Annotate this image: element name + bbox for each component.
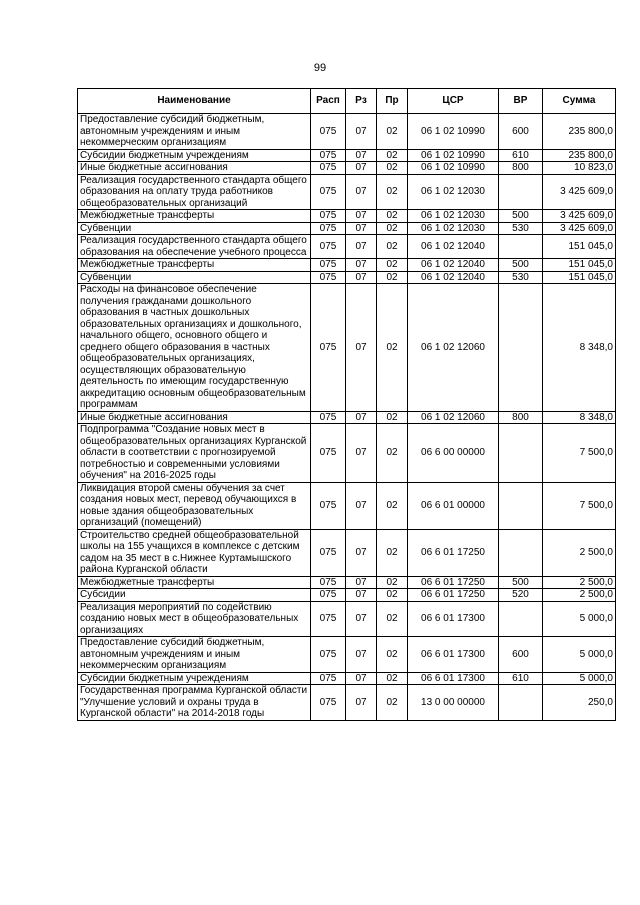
cell-csr: 06 6 01 17300 (408, 672, 499, 685)
cell-csr: 06 1 02 12060 (408, 284, 499, 412)
cell-pr: 02 (377, 685, 408, 721)
header-pr: Пр (377, 89, 408, 114)
cell-name: Субсидии бюджетным учреждениям (78, 672, 311, 685)
cell-name: Субсидии (78, 589, 311, 602)
cell-rz: 07 (346, 529, 377, 576)
cell-rasp: 075 (311, 576, 346, 589)
cell-rasp: 075 (311, 222, 346, 235)
page-number: 99 (313, 62, 327, 74)
cell-pr: 02 (377, 259, 408, 272)
cell-vr: 610 (499, 672, 543, 685)
cell-rz: 07 (346, 114, 377, 150)
cell-name: Реализация государственного стандарта общего образования на обеспечение учебного процесса (78, 235, 311, 259)
cell-vr: 500 (499, 210, 543, 223)
cell-rasp: 075 (311, 685, 346, 721)
cell-csr: 06 1 02 12040 (408, 235, 499, 259)
cell-name: Реализация государственного стандарта общего образования на оплату труда работников общеобразовательных организаций (78, 174, 311, 210)
cell-rz: 07 (346, 672, 377, 685)
cell-sum: 5 000,0 (543, 672, 616, 685)
table-row (78, 222, 616, 235)
cell-name: Субсидии бюджетным учреждениям (78, 149, 311, 162)
cell-pr: 02 (377, 589, 408, 602)
cell-name: Субвенции (78, 222, 311, 235)
cell-rasp: 075 (311, 589, 346, 602)
cell-pr: 02 (377, 411, 408, 424)
header-rasp: Расп (311, 89, 346, 114)
cell-rz: 07 (346, 411, 377, 424)
cell-name: Строительство средней общеобразовательной школы на 155 учащихся в комплексе с детским садом на 35 мест в с.Нижнее Куртамышского района Курганской области (78, 529, 311, 576)
cell-rasp: 075 (311, 672, 346, 685)
table-row (78, 482, 616, 529)
cell-rz: 07 (346, 589, 377, 602)
cell-sum: 5 000,0 (543, 601, 616, 637)
cell-sum: 151 045,0 (543, 271, 616, 284)
cell-rz: 07 (346, 685, 377, 721)
cell-name: Расходы на финансовое обеспечение получения гражданами дошкольного образования в частных дошкольных образовательных организациях и дошкольного, начального общего, основного общего и среднего общего образования в частных общеобразовательных организациях, осуществляющих образовательную деятельность по имеющим государственную аккредитацию основным общеобразовательным программам (78, 284, 311, 412)
cell-sum: 151 045,0 (543, 235, 616, 259)
cell-vr (499, 235, 543, 259)
cell-csr: 06 6 01 17250 (408, 589, 499, 602)
cell-sum: 250,0 (543, 685, 616, 721)
cell-pr: 02 (377, 222, 408, 235)
cell-rasp: 075 (311, 162, 346, 175)
cell-vr (499, 174, 543, 210)
cell-name: Межбюджетные трансферты (78, 210, 311, 223)
cell-rz: 07 (346, 259, 377, 272)
cell-pr: 02 (377, 114, 408, 150)
cell-vr (499, 284, 543, 412)
table-header-row (78, 89, 616, 114)
cell-rasp: 075 (311, 271, 346, 284)
cell-csr: 06 6 01 17250 (408, 576, 499, 589)
table-row (78, 114, 616, 150)
cell-sum: 235 800,0 (543, 114, 616, 150)
cell-pr: 02 (377, 601, 408, 637)
cell-vr (499, 685, 543, 721)
cell-rz: 07 (346, 235, 377, 259)
cell-sum: 3 425 609,0 (543, 222, 616, 235)
cell-pr: 02 (377, 162, 408, 175)
cell-csr: 06 6 00 00000 (408, 424, 499, 483)
cell-rasp: 075 (311, 424, 346, 483)
cell-csr: 13 0 00 00000 (408, 685, 499, 721)
header-name: Наименование (78, 89, 311, 114)
cell-csr: 06 1 02 10990 (408, 114, 499, 150)
cell-vr (499, 424, 543, 483)
cell-rasp: 075 (311, 259, 346, 272)
cell-sum: 151 045,0 (543, 259, 616, 272)
cell-csr: 06 6 01 17300 (408, 637, 499, 673)
cell-sum: 3 425 609,0 (543, 174, 616, 210)
cell-csr: 06 1 02 12040 (408, 271, 499, 284)
cell-sum: 235 800,0 (543, 149, 616, 162)
cell-vr: 600 (499, 114, 543, 150)
cell-name: Подпрограмма "Создание новых мест в общеобразовательных организациях Курганской области в соответствии с прогнозируемой потребностью и современными условиями обучения" на 2016-2025 годы (78, 424, 311, 483)
cell-csr: 06 1 02 12040 (408, 259, 499, 272)
cell-csr: 06 1 02 12030 (408, 222, 499, 235)
cell-pr: 02 (377, 482, 408, 529)
cell-sum: 5 000,0 (543, 637, 616, 673)
cell-rasp: 075 (311, 637, 346, 673)
table-row (78, 235, 616, 259)
cell-rz: 07 (346, 284, 377, 412)
cell-rz: 07 (346, 222, 377, 235)
cell-sum: 10 823,0 (543, 162, 616, 175)
cell-pr: 02 (377, 284, 408, 412)
cell-rasp: 075 (311, 529, 346, 576)
cell-rz: 07 (346, 162, 377, 175)
cell-rz: 07 (346, 424, 377, 483)
cell-name: Межбюджетные трансферты (78, 259, 311, 272)
cell-vr (499, 529, 543, 576)
cell-name: Предоставление субсидий бюджетным, автономным учреждениям и иным некоммерческим организациям (78, 637, 311, 673)
cell-csr: 06 1 02 12030 (408, 210, 499, 223)
cell-vr: 520 (499, 589, 543, 602)
cell-name: Предоставление субсидий бюджетным, автономным учреждениям и иным некоммерческим организациям (78, 114, 311, 150)
cell-csr: 06 6 01 17250 (408, 529, 499, 576)
cell-rz: 07 (346, 149, 377, 162)
cell-rz: 07 (346, 601, 377, 637)
cell-csr: 06 1 02 10990 (408, 162, 499, 175)
header-sum: Сумма (543, 89, 616, 114)
cell-name: Субвенции (78, 271, 311, 284)
cell-rz: 07 (346, 576, 377, 589)
cell-csr: 06 1 02 12060 (408, 411, 499, 424)
cell-pr: 02 (377, 271, 408, 284)
cell-vr: 500 (499, 576, 543, 589)
cell-rasp: 075 (311, 174, 346, 210)
cell-rz: 07 (346, 210, 377, 223)
table-body (78, 114, 616, 721)
table-row (78, 210, 616, 223)
cell-rz: 07 (346, 271, 377, 284)
cell-rz: 07 (346, 482, 377, 529)
cell-sum: 2 500,0 (543, 589, 616, 602)
cell-rasp: 075 (311, 482, 346, 529)
table-row (78, 672, 616, 685)
cell-rasp: 075 (311, 411, 346, 424)
cell-vr (499, 601, 543, 637)
cell-name: Иные бюджетные ассигнования (78, 162, 311, 175)
cell-pr: 02 (377, 637, 408, 673)
cell-vr: 530 (499, 222, 543, 235)
cell-pr: 02 (377, 672, 408, 685)
cell-vr: 610 (499, 149, 543, 162)
cell-vr: 500 (499, 259, 543, 272)
cell-pr: 02 (377, 235, 408, 259)
table-row (78, 424, 616, 483)
table-row (78, 411, 616, 424)
cell-pr: 02 (377, 174, 408, 210)
cell-vr: 530 (499, 271, 543, 284)
cell-sum: 7 500,0 (543, 482, 616, 529)
cell-rasp: 075 (311, 601, 346, 637)
cell-rasp: 075 (311, 210, 346, 223)
cell-pr: 02 (377, 210, 408, 223)
table-row (78, 601, 616, 637)
cell-name: Государственная программа Курганской области "Улучшение условий и охраны труда в Курганской области" на 2014-2018 годы (78, 685, 311, 721)
cell-csr: 06 6 01 00000 (408, 482, 499, 529)
cell-rasp: 075 (311, 149, 346, 162)
cell-rasp: 075 (311, 284, 346, 412)
cell-name: Реализация мероприятий по содействию созданию новых мест в общеобразовательных организациях (78, 601, 311, 637)
cell-pr: 02 (377, 149, 408, 162)
table-row (78, 529, 616, 576)
budget-table (77, 88, 616, 721)
cell-rz: 07 (346, 174, 377, 210)
cell-vr: 600 (499, 637, 543, 673)
cell-name: Межбюджетные трансферты (78, 576, 311, 589)
table-row (78, 162, 616, 175)
cell-pr: 02 (377, 424, 408, 483)
header-rz: Рз (346, 89, 377, 114)
cell-csr: 06 6 01 17300 (408, 601, 499, 637)
table-row (78, 589, 616, 602)
table-row (78, 149, 616, 162)
cell-pr: 02 (377, 576, 408, 589)
cell-rz: 07 (346, 637, 377, 673)
table-row (78, 637, 616, 673)
cell-rasp: 075 (311, 114, 346, 150)
cell-csr: 06 1 02 12030 (408, 174, 499, 210)
table-row (78, 685, 616, 721)
cell-vr: 800 (499, 162, 543, 175)
cell-pr: 02 (377, 529, 408, 576)
cell-vr (499, 482, 543, 529)
header-csr: ЦСР (408, 89, 499, 114)
cell-sum: 8 348,0 (543, 411, 616, 424)
cell-name: Иные бюджетные ассигнования (78, 411, 311, 424)
cell-sum: 2 500,0 (543, 529, 616, 576)
cell-sum: 7 500,0 (543, 424, 616, 483)
cell-sum: 3 425 609,0 (543, 210, 616, 223)
table-row (78, 271, 616, 284)
table-row (78, 174, 616, 210)
header-vr: ВР (499, 89, 543, 114)
cell-name: Ликвидация второй смены обучения за счет создания новых мест, перевод обучающихся в новые здания общеобразовательных организаций (помещений) (78, 482, 311, 529)
cell-sum: 2 500,0 (543, 576, 616, 589)
table-row (78, 284, 616, 412)
table-row (78, 259, 616, 272)
table-row (78, 576, 616, 589)
cell-sum: 8 348,0 (543, 284, 616, 412)
cell-rasp: 075 (311, 235, 346, 259)
cell-vr: 800 (499, 411, 543, 424)
cell-csr: 06 1 02 10990 (408, 149, 499, 162)
